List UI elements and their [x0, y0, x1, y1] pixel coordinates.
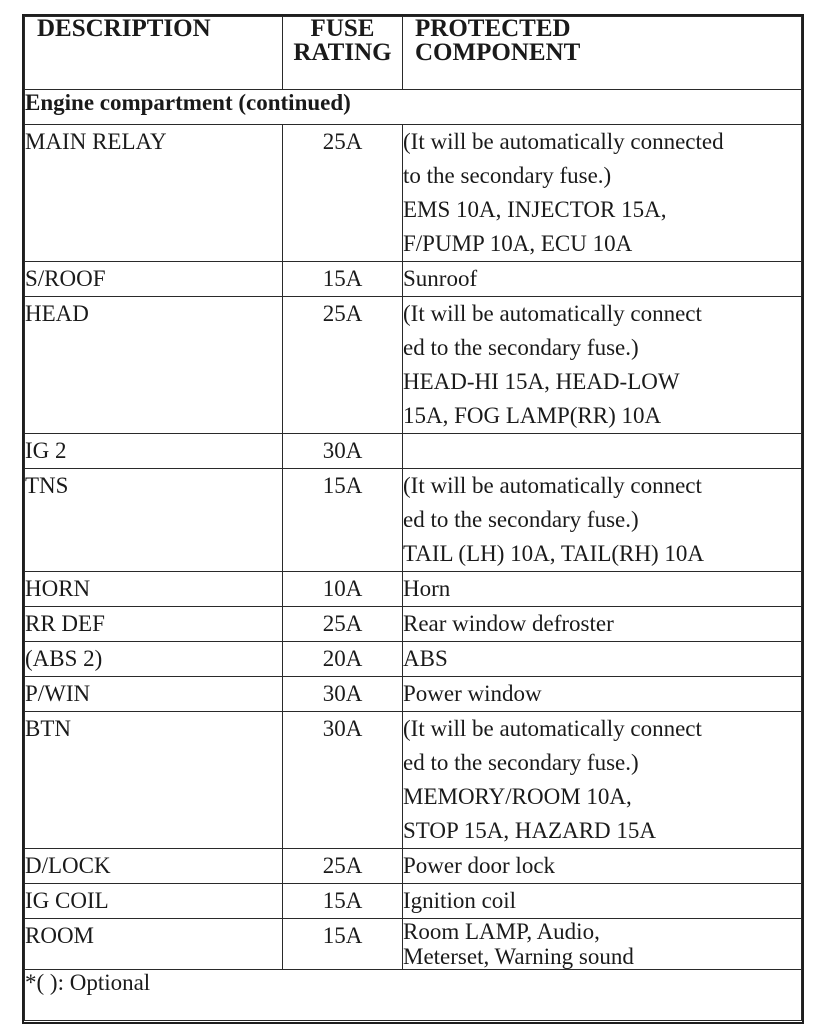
header-fuse-rating: FUSE RATING	[283, 17, 403, 90]
fuse-description: TNS	[25, 469, 283, 572]
component-line: HEAD-HI 15A, HEAD-LOW	[403, 369, 680, 394]
table-row	[25, 849, 802, 884]
section-title: Engine compartment (continued)	[25, 90, 802, 125]
fuse-rating: 20A	[283, 642, 403, 677]
component-line: 15A, FOG LAMP(RR) 10A	[403, 403, 662, 428]
component-line: (It will be automatically connect	[403, 301, 702, 326]
fuse-table	[24, 16, 802, 1021]
fuse-description: IG 2	[25, 434, 283, 469]
component-line: ed to the secondary fuse.)	[403, 507, 639, 532]
component-line: ed to the secondary fuse.)	[403, 750, 639, 775]
fuse-description: HORN	[25, 572, 283, 607]
protected-component	[403, 849, 802, 884]
component-line: (It will be automatically connect	[403, 716, 702, 741]
header-description: DESCRIPTION	[25, 17, 283, 90]
fuse-description: D/LOCK	[25, 849, 283, 884]
component-line: TAIL (LH) 10A, TAIL(RH) 10A	[403, 541, 704, 566]
fuse-description: MAIN RELAY	[25, 125, 283, 262]
protected-component	[403, 469, 802, 572]
footnote-row	[25, 970, 802, 1021]
table-row	[25, 434, 802, 469]
protected-component	[403, 884, 802, 919]
fuse-rating: 25A	[283, 849, 403, 884]
component-line: ABS	[403, 646, 448, 671]
fuse-rating: 15A	[283, 919, 403, 970]
header-protected-component: PROTECTED COMPONENT	[403, 17, 802, 90]
fuse-rating: 30A	[283, 434, 403, 469]
component-line: (It will be automatically connect	[403, 473, 702, 498]
protected-component	[403, 125, 802, 262]
protected-component	[403, 677, 802, 712]
fuse-rating: 30A	[283, 677, 403, 712]
component-line: EMS 10A, INJECTOR 15A,	[403, 197, 667, 222]
component-line: F/PUMP 10A, ECU 10A	[403, 231, 633, 256]
fuse-rating: 30A	[283, 712, 403, 849]
fuse-description: P/WIN	[25, 677, 283, 712]
fuse-rating: 15A	[283, 884, 403, 919]
component-line: Rear window defroster	[403, 611, 614, 636]
table-row	[25, 677, 802, 712]
section-row	[25, 90, 802, 125]
fuse-description: S/ROOF	[25, 262, 283, 297]
component-line: to the secondary fuse.)	[403, 163, 612, 188]
component-line: Power door lock	[403, 853, 556, 878]
protected-component	[403, 919, 802, 970]
table-row	[25, 712, 802, 849]
fuse-rating: 15A	[283, 262, 403, 297]
fuse-description: HEAD	[25, 297, 283, 434]
component-line	[403, 434, 801, 468]
protected-component	[403, 262, 802, 297]
footnote: *( ): Optional	[25, 970, 802, 1021]
fuse-rating: 15A	[283, 469, 403, 572]
protected-component	[403, 572, 802, 607]
table-row	[25, 919, 802, 970]
table-row	[25, 572, 802, 607]
component-line: (It will be automatically connected	[403, 129, 724, 154]
component-line: Horn	[403, 576, 451, 601]
protected-component	[403, 642, 802, 677]
fuse-rating: 25A	[283, 125, 403, 262]
fuse-description: BTN	[25, 712, 283, 849]
fuse-description: (ABS 2)	[25, 642, 283, 677]
component-line: Power window	[403, 681, 542, 706]
component-line: Ignition coil	[403, 888, 517, 913]
protected-component	[403, 434, 802, 469]
component-line: Room LAMP, Audio,	[403, 919, 600, 944]
fuse-description: IG COIL	[25, 884, 283, 919]
table-row	[25, 607, 802, 642]
table-row	[25, 125, 802, 262]
fuse-rating: 25A	[283, 297, 403, 434]
fuse-table-page	[22, 14, 804, 1024]
table-row	[25, 262, 802, 297]
protected-component	[403, 297, 802, 434]
fuse-rating: 10A	[283, 572, 403, 607]
table-row	[25, 884, 802, 919]
component-line: MEMORY/ROOM 10A,	[403, 784, 632, 809]
table-row	[25, 297, 802, 434]
fuse-description: ROOM	[25, 919, 283, 970]
protected-component	[403, 607, 802, 642]
table-row	[25, 469, 802, 572]
component-line: STOP 15A, HAZARD 15A	[403, 818, 657, 843]
fuse-rating: 25A	[283, 607, 403, 642]
table-row	[25, 642, 802, 677]
component-line: Sunroof	[403, 266, 478, 291]
header-row	[25, 17, 802, 90]
component-line: Meterset, Warning sound	[403, 944, 634, 969]
protected-component	[403, 712, 802, 849]
fuse-description: RR DEF	[25, 607, 283, 642]
component-line: ed to the secondary fuse.)	[403, 335, 639, 360]
